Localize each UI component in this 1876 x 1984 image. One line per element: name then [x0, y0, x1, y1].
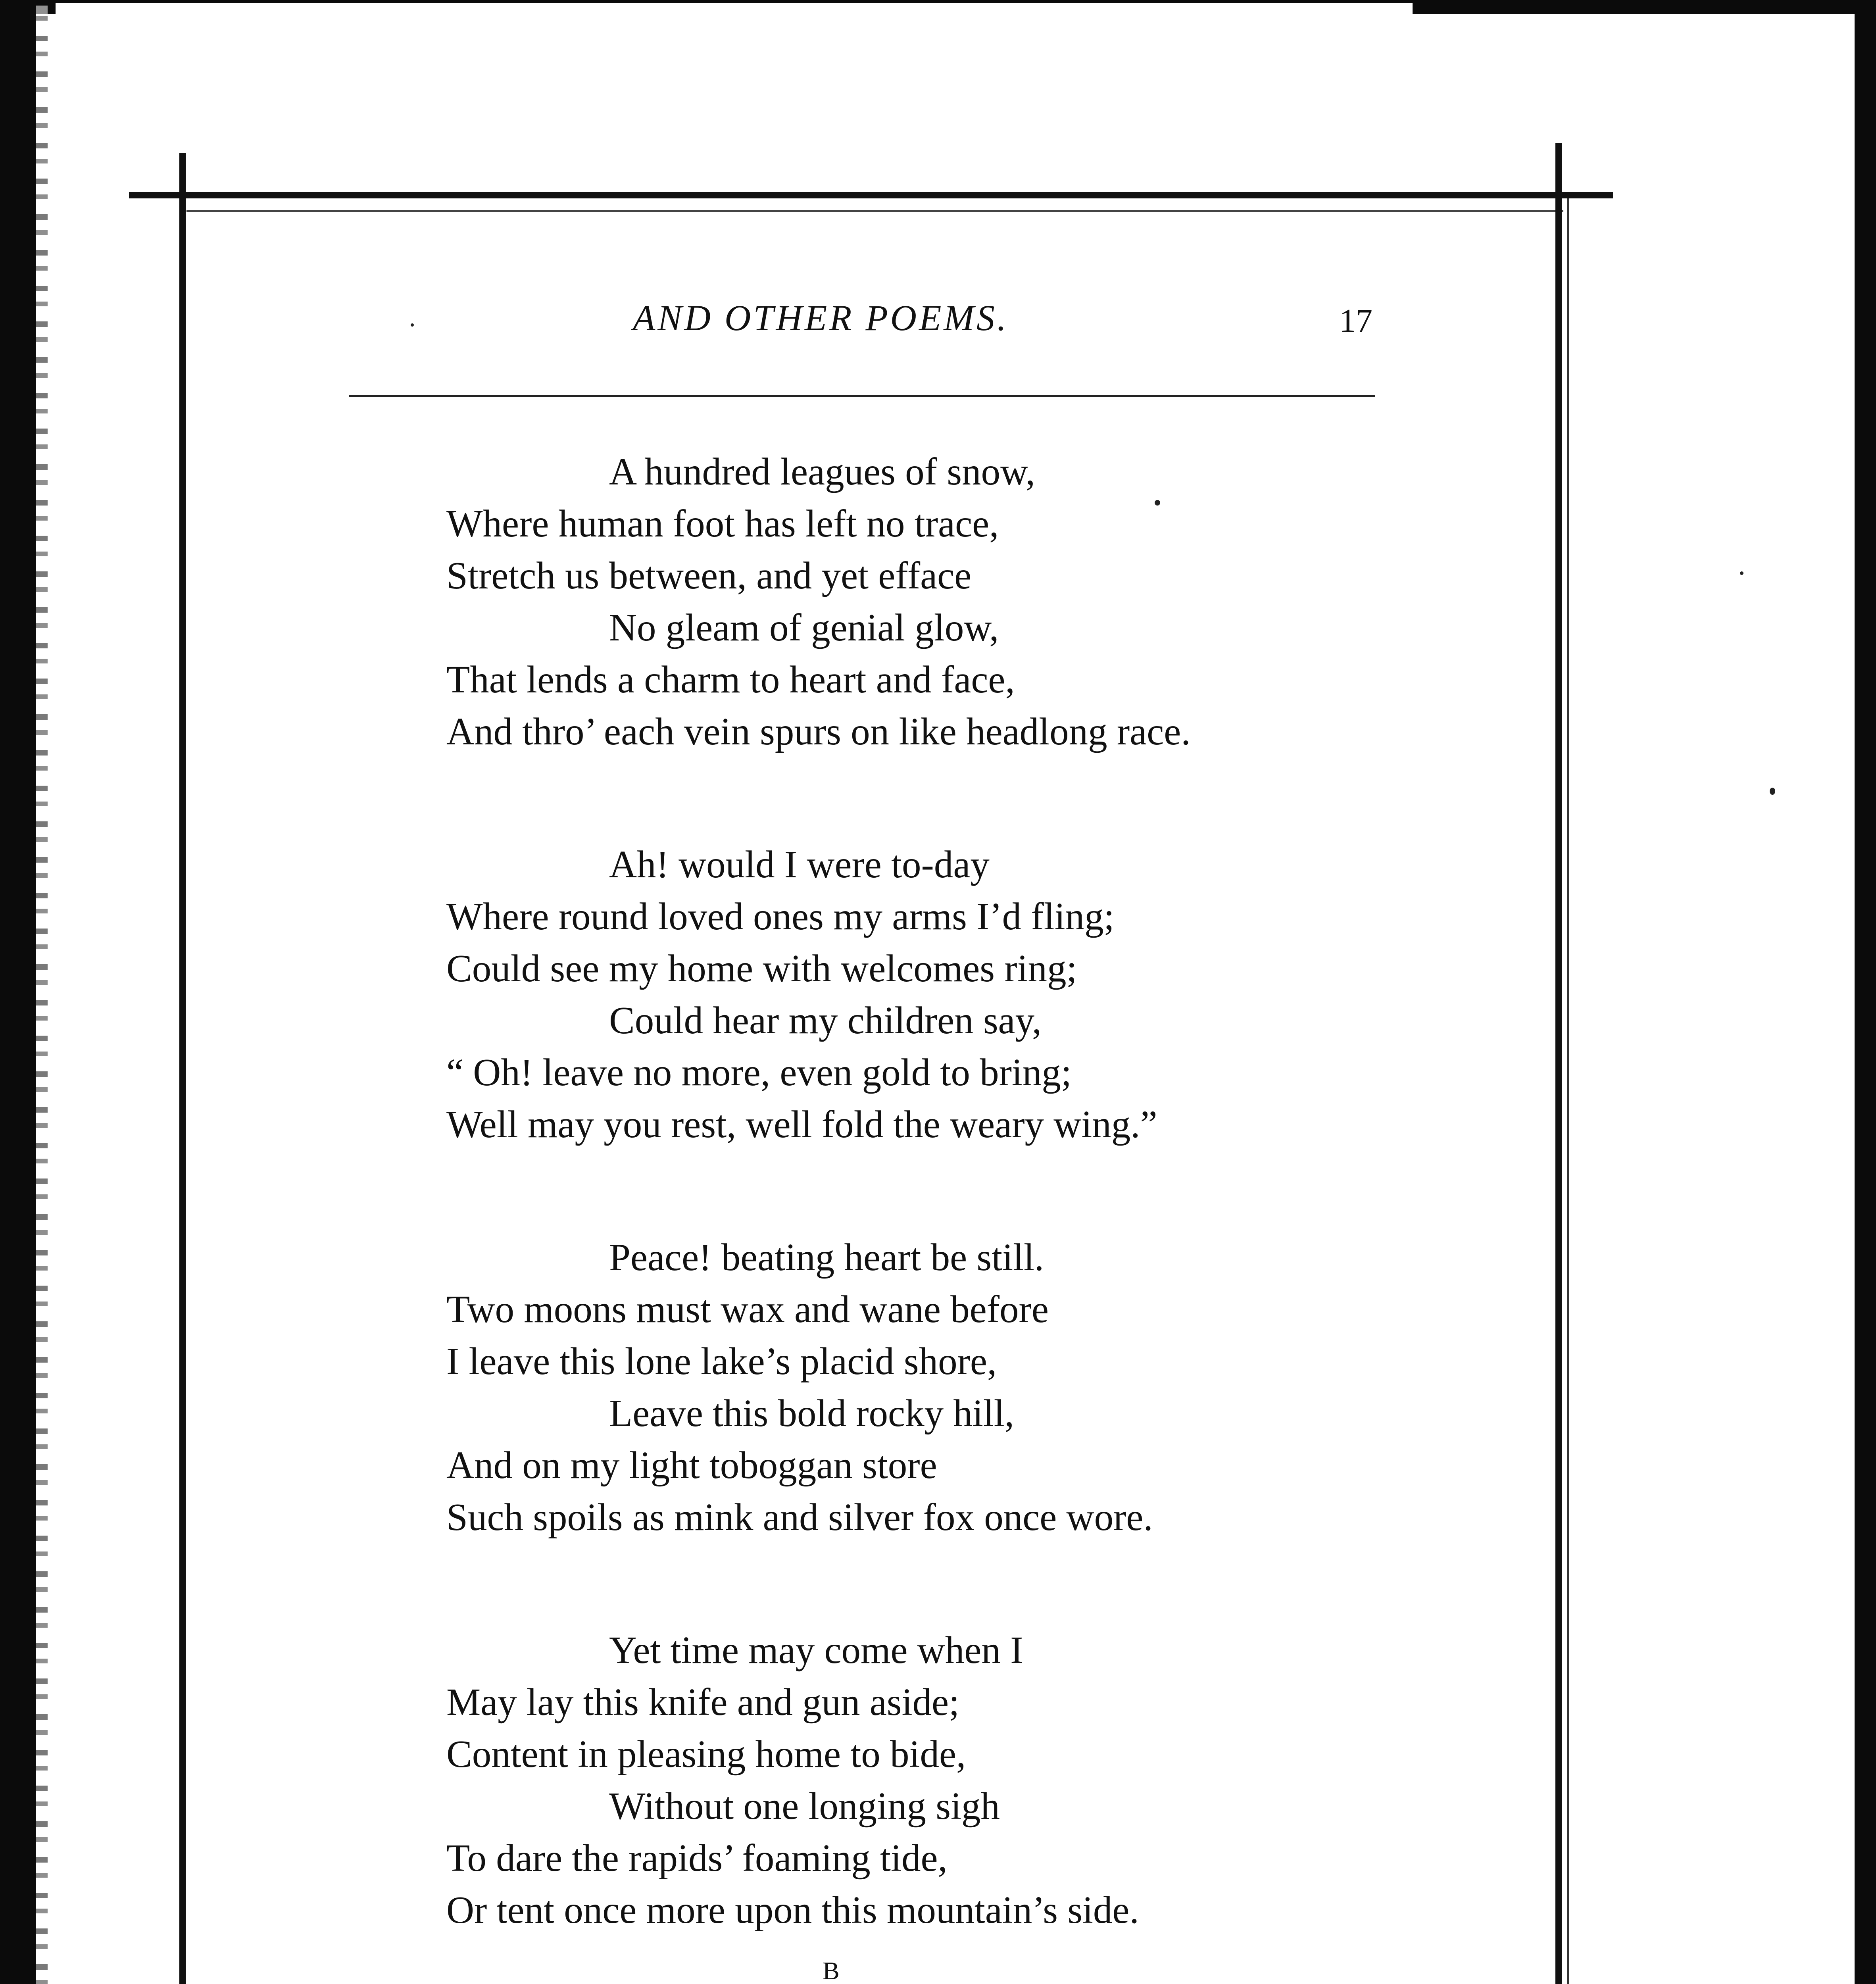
poem-line: And thro’ each vein spurs on like headlong race.: [446, 710, 1191, 753]
poem-line: Well may you rest, well fold the weary wing.”: [446, 1103, 1157, 1146]
poem-line: Could see my home with welcomes ring;: [446, 947, 1077, 990]
scan-edge-right: [1855, 0, 1876, 1984]
poem-line: Yet time may come when I: [609, 1629, 1023, 1671]
poem-line: That lends a charm to heart and face,: [446, 658, 1015, 701]
frame-rule-top-inner: [186, 210, 1563, 212]
poem-line: Stretch us between, and yet efface: [446, 554, 972, 597]
poem-line: Peace! beating heart be still.: [609, 1236, 1044, 1278]
poem-line: Ah! would I were to-day: [609, 843, 990, 886]
poem-line: Content in pleasing home to bide,: [446, 1733, 966, 1775]
frame-rule-right-inner: [1567, 198, 1569, 1984]
scan-edge-left-ragged: [36, 0, 48, 1984]
poem-line: And on my light toboggan store: [446, 1444, 937, 1486]
frame-rule-top: [129, 192, 1613, 198]
poem-line: Two moons must wax and wane before: [446, 1288, 1049, 1330]
poem-line: A hundred leagues of snow,: [609, 450, 1035, 493]
poem-line: No gleam of genial glow,: [609, 606, 999, 649]
ink-speck: [1155, 500, 1160, 506]
ink-speck: [1770, 788, 1775, 795]
poem-line: I leave this lone lake’s placid shore,: [446, 1340, 997, 1382]
poem-line: Leave this bold rocky hill,: [609, 1392, 1014, 1434]
scan-edge-top-gap: [56, 3, 1413, 14]
poem-line: Or tent once more upon this mountain’s side.: [446, 1889, 1139, 1931]
ink-speck: [411, 323, 414, 327]
running-title: AND OTHER POEMS.: [633, 298, 1009, 338]
poem-line: Could hear my children say,: [609, 999, 1042, 1042]
scan-edge-left: [0, 0, 36, 1984]
poem-line: May lay this knife and gun aside;: [446, 1681, 960, 1723]
signature-mark: B: [823, 1957, 840, 1984]
poem-line: Without one longing sigh: [609, 1785, 1000, 1827]
poem-line: To dare the rapids’ foaming tide,: [446, 1837, 948, 1879]
poem-line: Such spoils as mink and silver fox once wore.: [446, 1496, 1153, 1538]
page-number: 17: [1339, 302, 1372, 339]
frame-rule-right: [1555, 143, 1562, 1984]
poem-line: Where round loved ones my arms I’d fling;: [446, 895, 1115, 938]
header-rule: [349, 395, 1375, 397]
poem-line: “ Oh! leave no more, even gold to bring;: [446, 1051, 1072, 1094]
ink-speck: [1740, 571, 1743, 575]
frame-rule-left: [179, 153, 186, 1984]
poem-line: Where human foot has left no trace,: [446, 502, 999, 545]
